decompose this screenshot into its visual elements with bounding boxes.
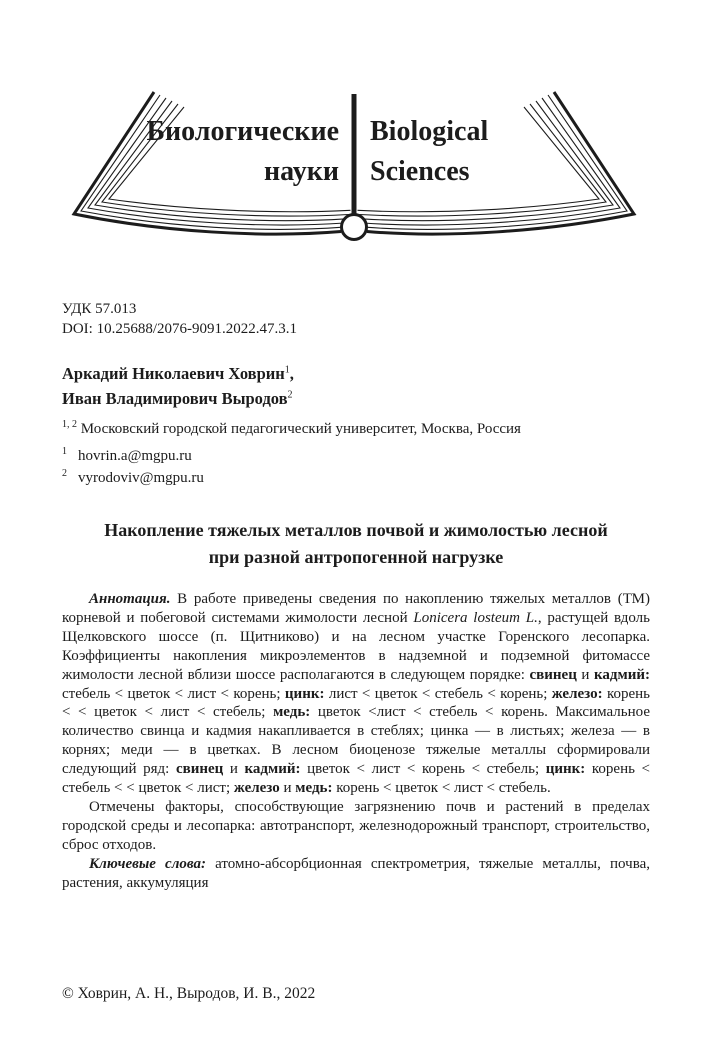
abstract-paragraph: Аннотация. В работе приведены сведения по накоплению тяжелых металлов (ТМ) корневой и побеговой системами жимолости лесной Lonicera losteum L., растущей вдоль Щелковского шоссе (п. Щитниково) и на лесном участке Горенского лесопарка. Коэффициенты накопления микроэлементов в надземной и подземной фитомассе жимолости лесной вблизи шоссе располагаются в следующем порядке: свинец и кадмий: стебель < цветок < лист < корень; цинк: лист < цветок < стебель < корень; железо: корень < < цветок < лист < стебель; медь: цветок <лист < стебель < корень. Максимальное количество свинца и кадмия накапливается в стеблях; цинка — в листьях; железа — в корнях; меди — в цветках. В лесном биоценозе тяжелые металлы сформировали следующий ряд: свинец и кадмий: цветок < лист < корень < стебель; цинк: корень < стебель < < цветок < лист; железо и медь: корень < цветок < лист < стебель.	[62, 591, 650, 797]
author-suffix: ,	[289, 364, 294, 383]
affiliation-text: Московский городской педагогический университет, Москва, Россия	[80, 421, 521, 437]
abstract-paragraph: Отмечены факторы, способствующие загрязнению почв и растений в пределах городской среды и лесопарка: автотранспорт, железнодорожный транспорт, строительство, сброс отходов.	[62, 798, 650, 853]
logo-title-ru-line1: Биологические	[146, 116, 339, 147]
author-affiliation-marker: 2	[287, 389, 293, 401]
article-title-line2: при разной антропогенной нагрузке	[208, 547, 504, 567]
email-marker: 2	[62, 468, 67, 479]
article-title	[62, 517, 650, 571]
logo-title-ru-line2: науки	[264, 156, 339, 187]
open-book-logo	[68, 88, 640, 242]
emails-block	[62, 445, 650, 489]
udk-code: УДК 57.013	[62, 301, 137, 317]
article-title-line1: Накопление тяжелых металлов почвой и жимолостью лесной	[104, 520, 608, 540]
article-meta	[62, 299, 650, 339]
email-address: hovrin.a@mgpu.ru	[78, 448, 192, 464]
author-line	[62, 361, 650, 386]
author-affiliation-marker: 1	[284, 364, 290, 376]
abstract-block	[62, 590, 650, 893]
doi-code: DOI: 10.25688/2076-9091.2022.47.3.1	[62, 321, 297, 337]
author-name: Аркадий Николаевич Ховрин	[62, 364, 285, 383]
email-line	[62, 467, 650, 489]
affiliation-marker: 1, 2	[62, 419, 77, 430]
email-address: vyrodoviv@mgpu.ru	[78, 470, 204, 486]
author-name: Иван Владимирович Выродов	[62, 389, 288, 408]
logo-title-en-line1: Biological	[370, 116, 489, 147]
author-line	[62, 386, 650, 411]
affiliation-line	[62, 419, 650, 439]
keywords-paragraph: Ключевые слова: атомно-абсорбционная спектрометрия, тяжелые металлы, почва, растения, аккумуляция	[62, 855, 650, 891]
logo-title-en-line2: Sciences	[370, 156, 470, 187]
email-line	[62, 445, 650, 467]
journal-logo	[68, 0, 640, 242]
copyright-line: © Ховрин, А. Н., Выродов, И. В., 2022	[62, 985, 316, 1002]
book-center-ring	[342, 215, 367, 240]
email-marker: 1	[62, 446, 67, 457]
authors-block	[62, 361, 650, 411]
